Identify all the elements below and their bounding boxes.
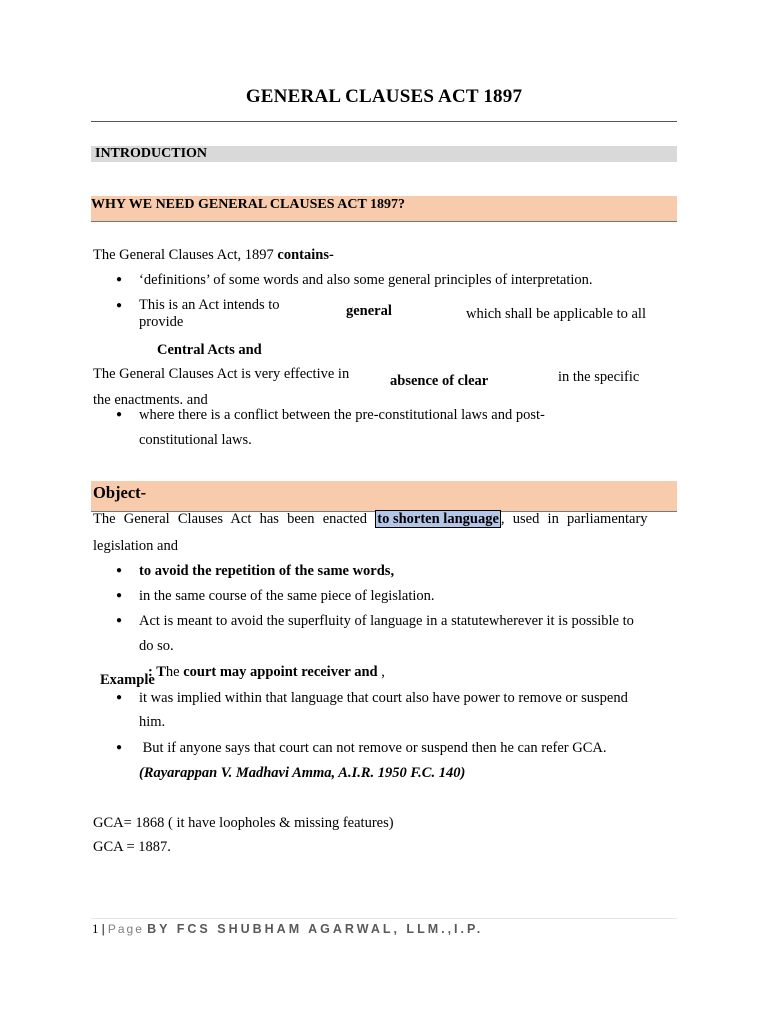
object-bullet2-1-cont: him. (139, 714, 166, 730)
note-1: GCA= 1868 ( it have loopholes & missing features) (93, 815, 394, 831)
para1-bullet-2: This is an Act intends to provide (139, 297, 280, 330)
object-bullet-1: to avoid the repetition of the same words, (139, 563, 395, 579)
bullet-dot: ● (116, 565, 123, 576)
para1-cut-line: Central Acts and (157, 342, 262, 358)
object-band (91, 481, 677, 511)
bullet-dot: ● (116, 590, 123, 601)
object-line2: legislation and (93, 538, 178, 554)
highlighted-phrase: to shorten language (377, 511, 499, 527)
bullet-dot: ● (116, 274, 123, 285)
footer-rule (91, 918, 677, 919)
object-bullet-3-cont: do so. (139, 638, 174, 654)
para2-bullet-line2: constitutional laws. (139, 432, 252, 448)
footer-byline: BY FCS SHUBHAM AGARWAL, LLM.,I.P. (147, 922, 484, 936)
footer-separator: | (101, 921, 105, 936)
example-line: : The court may appoint receiver and , (148, 664, 385, 680)
case-citation: (Rayarappan V. Madhavi Amma, A.I.R. 1950 F.C. 140) (139, 765, 466, 781)
para1-lead: The General Clauses Act, 1897 contains- (93, 247, 334, 263)
para2-bullet-line1: where there is a conflict between the pre-constitutional laws and post- (139, 407, 545, 423)
note-2: GCA = 1887. (93, 839, 171, 855)
para2-cut: absence of clear (390, 373, 489, 389)
page-number: 1 (92, 921, 99, 936)
object-line1: The General Clauses Act has been enacted to shorten language , used in parliamentary (93, 511, 648, 527)
introduction-band (91, 146, 677, 162)
para1-bullet-2-tail: which shall be applicable to all (466, 306, 646, 322)
example-cut: Example (100, 672, 155, 688)
introduction-heading: INTRODUCTION (95, 146, 208, 161)
object-bullet-3: Act is meant to avoid the superfluity of language in a statutewherever it is possible to (139, 613, 634, 629)
bullet-dot: ● (116, 615, 123, 626)
page-footer (92, 921, 483, 937)
para1-bullet-1: ‘definitions’ of some words and also some general principles of interpretation. (139, 272, 593, 288)
bullet-dot: ● (116, 300, 123, 311)
object-bullet-2: in the same course of the same piece of legislation. (139, 588, 435, 604)
document-title: GENERAL CLAUSES ACT 1897 (245, 86, 523, 107)
bullet-dot: ● (116, 409, 123, 420)
object-bullet2-2: But if anyone says that court can not remove or suspend then he can refer GCA. (139, 740, 607, 756)
para2-line2: the enactments. and (93, 392, 208, 408)
object-bullet2-1: it was implied within that language that court also have power to remove or suspend (139, 690, 628, 706)
bullet-dot: ● (116, 692, 123, 703)
page-label: Page (107, 922, 144, 936)
para2-lead: The General Clauses Act is very effective in (93, 366, 350, 382)
why-rule (91, 221, 677, 222)
title-rule (91, 121, 677, 122)
why-heading: WHY WE NEED GENERAL CLAUSES ACT 1897? (91, 197, 406, 212)
bullet-dot: ● (116, 742, 123, 753)
para1-bullet-2-cut: general (346, 303, 392, 319)
para2-tail: in the specific (558, 369, 640, 385)
object-heading: Object- (93, 483, 147, 502)
